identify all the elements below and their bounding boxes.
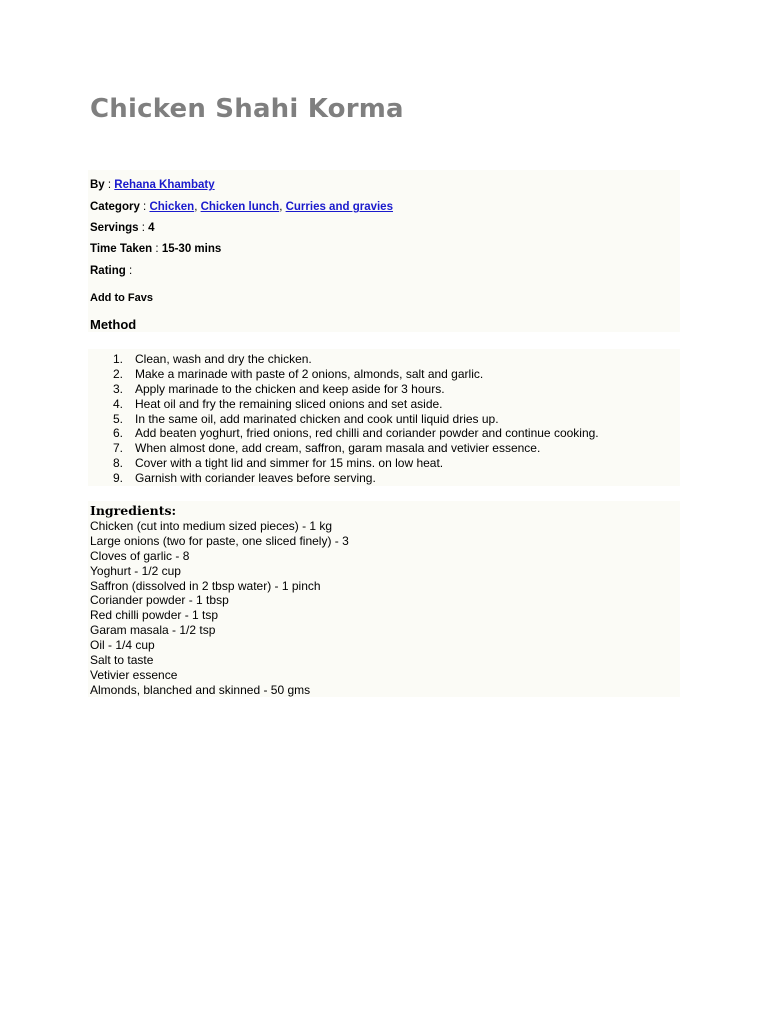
separator: : [139, 201, 150, 213]
separator: : [125, 265, 133, 277]
ingredients-list [90, 519, 349, 698]
servings-row [90, 221, 155, 235]
ingredient-item: Garam masala - 1/2 tsp [90, 623, 216, 638]
ingredient-item: Chicken (cut into medium sized pieces) - 1 kg [90, 519, 333, 533]
ingredients-heading: Ingredients: [90, 503, 177, 518]
separator: : [104, 179, 115, 191]
separator: : [152, 243, 162, 255]
step-number: 9. [112, 471, 123, 486]
step-number: 6. [112, 426, 123, 441]
step-number: 1. [112, 352, 123, 366]
ingredients-panel [88, 501, 680, 697]
step-number: 4. [112, 396, 123, 411]
step-number: 8. [112, 456, 123, 471]
ingredient-item: Salt to taste [90, 653, 154, 668]
ingredient-item: Saffron (dissolved in 2 tbsp water) - 1 pinch [90, 578, 321, 593]
step-number: 5. [112, 411, 123, 426]
method-heading: Method [90, 317, 137, 332]
add-to-favs-link[interactable]: Add to Favs [90, 292, 153, 304]
author-link[interactable]: Rehana Khambaty [114, 179, 215, 191]
step-text: Heat oil and fry the remaining sliced onions and set aside. [135, 396, 443, 411]
category-link-chicken-lunch[interactable]: Chicken lunch [200, 201, 280, 213]
recipe-info-panel [88, 170, 680, 332]
ingredient-item: Almonds, blanched and skinned - 50 gms [90, 682, 311, 697]
time-label: Time Taken [90, 243, 153, 255]
servings-value: 4 [148, 222, 155, 234]
page-title: Chicken Shahi Korma [90, 94, 404, 124]
rating-row [90, 264, 132, 278]
ingredient-item: Large onions (two for paste, one sliced finely) - 3 [90, 533, 349, 548]
by-label: By [90, 179, 105, 191]
author-row [90, 178, 215, 192]
step-number: 3. [112, 381, 123, 396]
ingredient-item: Cloves of garlic - 8 [90, 548, 190, 563]
step-text: Make a marinade with paste of 2 onions, almonds, salt and garlic. [135, 366, 484, 381]
category-link-chicken[interactable]: Chicken [149, 201, 195, 213]
step-number: 7. [112, 441, 123, 456]
ingredient-item: Yoghurt - 1/2 cup [90, 563, 181, 578]
step-text: Clean, wash and dry the chicken. [135, 352, 312, 366]
ingredient-item: Red chilli powder - 1 tsp [90, 608, 219, 623]
time-row [90, 242, 221, 256]
ingredient-item: Oil - 1/4 cup [90, 638, 155, 653]
category-row: Category : Chicken, Chicken lunch, Curries and gravies [90, 201, 393, 213]
servings-label: Servings [90, 222, 139, 234]
step-number: 2. [112, 366, 123, 381]
step-text: In the same oil, add marinated chicken and cook until liquid dries up. [135, 411, 499, 426]
step-text: Add beaten yoghurt, fried onions, red chilli and coriander powder and continue cooking. [135, 426, 599, 441]
step-text: Apply marinade to the chicken and keep aside for 3 hours. [135, 381, 445, 396]
ingredient-item: Coriander powder - 1 tbsp [90, 593, 229, 608]
time-value: 15-30 mins [161, 243, 222, 255]
category-link-curries-and-gravies[interactable]: Curries and gravies [285, 201, 393, 213]
separator: : [138, 222, 149, 234]
step-text: When almost done, add cream, saffron, garam masala and vetivier essence. [135, 441, 541, 456]
rating-label: Rating [90, 265, 126, 277]
step-text: Garnish with coriander leaves before serving. [135, 471, 376, 486]
category-label: Category [90, 201, 140, 213]
ingredient-item: Vetivier essence [90, 667, 178, 682]
step-text: Cover with a tight lid and simmer for 15 mins. on low heat. [135, 456, 444, 471]
method-steps-panel [88, 349, 680, 486]
